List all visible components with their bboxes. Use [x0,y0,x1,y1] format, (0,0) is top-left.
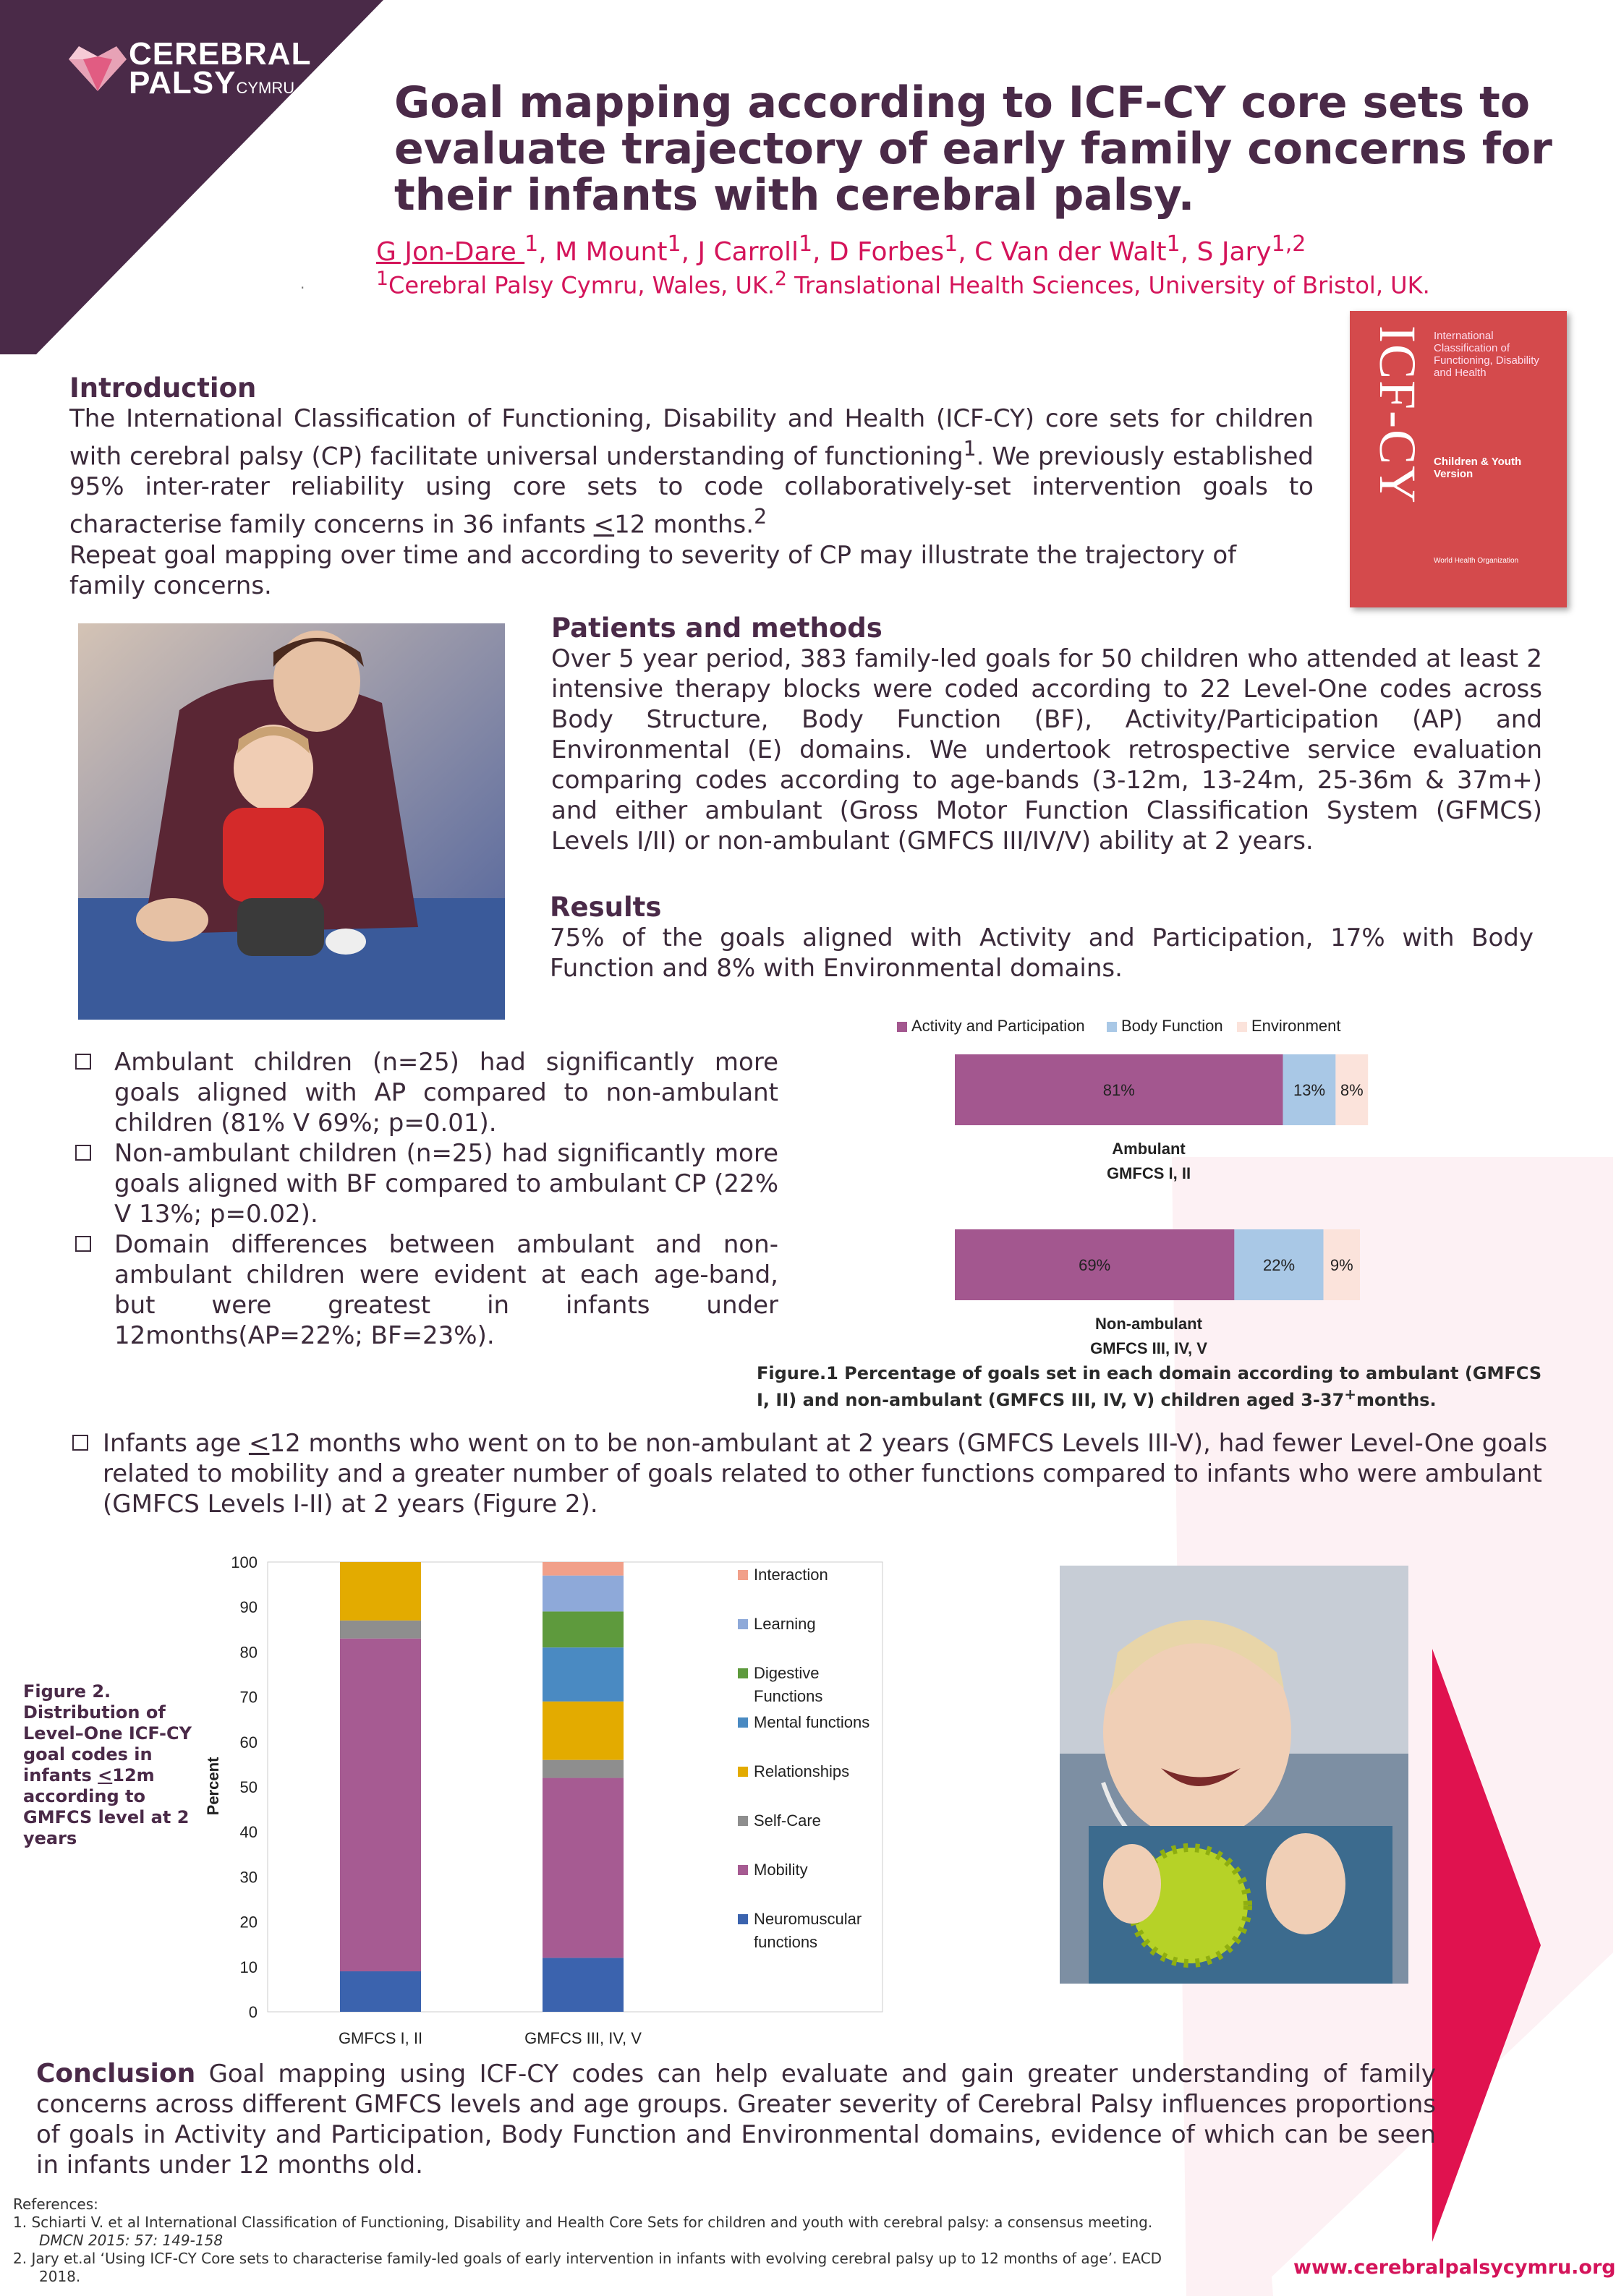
bar-segment [543,1611,624,1647]
legend-swatch [738,1914,748,1924]
y-tick-label: 20 [239,1913,258,1932]
category-label: Non-ambulant [1095,1315,1202,1333]
y-tick-label: 0 [248,2003,258,2021]
result-bullet-1 [69,1047,778,1138]
author-2: , M Mount [538,237,668,267]
figure2-chart [188,1548,911,2047]
affil-sup-1: 1 [376,268,388,290]
y-tick-label: 40 [239,1823,258,1842]
affil-1: Cerebral Palsy Cymru, Wales, UK. [388,271,775,299]
legend-swatch [1237,1022,1247,1032]
fig2-cap-b: 12m according to GMFCS level at 2 years [23,1765,190,1848]
methods-section [551,613,1542,856]
affiliations [376,268,1591,299]
website-link[interactable]: www.cerebralpalsycymru.org [1293,2256,1616,2279]
conclusion-body: Goal mapping using ICF-CY codes can help evaluate and gain greater understanding of family concerns across different GMFCS levels and age groups. Greater severity of Cerebral Palsy influences proportions of goals in Activity and Participation, Body Function and Environmental domains, evidence of which can be seen in infants under 12 months old. [36,2060,1436,2180]
poster-title: Goal mapping according to ICF-CY core sets to evaluate trajectory of early family concerns for their infants with cerebral palsy. [394,77,1552,221]
result-bullet-3 [69,1229,778,1351]
legend-label: Neuromuscular [754,1910,862,1928]
checkbox-icon [75,1054,91,1070]
bar-segment [543,1702,624,1760]
bullet-1-text: Ambulant children (n=25) had significantly more goals aligned with AP compared to non-ambulant children (81% V 69%; p=0.01). [114,1048,778,1138]
book-publisher: World Health Organization [1434,557,1519,565]
author-6: , S Jary [1180,237,1272,267]
fig2-cap-a: Figure 2. Distribution of Level–One ICF-CY goal codes in infants [23,1681,192,1785]
legend-swatch [738,1767,748,1777]
figure1-chart [875,1007,1418,1357]
stray-dot: . [300,275,305,292]
y-tick-label: 50 [239,1778,258,1796]
intro-le-sign: < [593,510,615,539]
y-tick-label: 30 [239,1868,258,1887]
methods-body: Over 5 year period, 383 family-led goals for 50 children who attended at least 2 intensive therapy blocks were coded according to 22 Level-One codes across Body Structure, Body Function (BF), Activity/Participation (AP) and Environmental (E) domains. We undertook retrospective service evaluation comparing codes according to age-bands (3-12m, 13-24m, 25-36m & 37m+) and either ambulant (Gross Motor Function Classification System (GFMCS) Levels I/II) or non-ambulant (GMFCS III/IV/V) ability at 2 years. [551,644,1542,855]
y-tick-label: 60 [239,1733,258,1751]
fig1-cap-sup: + [1344,1386,1357,1403]
references [13,2195,1243,2286]
bar-segment [543,1576,624,1612]
y-tick-label: 90 [239,1598,258,1617]
reference-1: 1. Schiarti V. et al International Classification of Functioning, Disability and Health Core Sets for children and youth with cerebral palsy: a consensus meeting. [13,2214,1153,2231]
data-label: 8% [1340,1081,1364,1099]
author-6-sup: 1,2 [1271,231,1306,257]
bar-segment [340,1971,421,2012]
bar-segment [543,1562,624,1576]
author-3: , J Carroll [681,237,799,267]
intro-sup-2: 2 [754,505,767,529]
author-2-sup: 1 [667,231,681,257]
references-heading: References: [13,2195,98,2213]
legend-label: Mental functions [754,1713,870,1731]
author-5: , C Van der Walt [958,237,1167,267]
intro-text-b: . We previously established 95% inter-rater reliability using core sets to code collaboratively-set intervention goals to characterise family concerns in 36 infants [69,442,1314,539]
legend-label: Body Function [1121,1017,1223,1035]
y-tick-label: 70 [239,1688,258,1707]
legend-label: Functions [754,1687,823,1705]
legend-swatch [738,1570,748,1580]
data-label: 9% [1330,1256,1353,1274]
legend-swatch [738,1816,748,1826]
introduction-p2: Repeat goal mapping over time and according to severity of CP may illustrate the trajectory of family concerns. [69,540,1237,600]
bar-segment [340,1621,421,1639]
y-tick-label: 10 [239,1958,258,1976]
legend-swatch [738,1668,748,1678]
author-5-sup: 1 [1166,231,1181,257]
results-section [550,892,1534,983]
legend-label: functions [754,1933,818,1951]
result-bullet-2 [69,1138,778,1229]
x-category-label: GMFCS I, II [338,2029,423,2047]
author-4: , D Forbes [812,237,945,267]
y-tick-label: 100 [231,1553,258,1571]
bar-segment [543,1958,624,2012]
introduction-section [69,372,1314,601]
bar-segment [543,1760,624,1778]
affil-sup-2: 2 [775,268,787,290]
legend-label: Activity and Participation [911,1017,1085,1035]
legend-label: Learning [754,1615,816,1633]
legend-swatch [1107,1022,1117,1032]
y-tick-label: 80 [239,1643,258,1662]
logo-heart-icon [69,42,127,93]
author-1: G Jon-Dare [376,237,525,267]
conclusion-section [36,2059,1436,2180]
data-label: 13% [1293,1081,1326,1099]
introduction-p1 [69,404,1314,540]
book-title: ICF-CY [1369,325,1426,505]
checkbox-icon [75,1236,91,1252]
logo-line2: PALSY [129,65,237,101]
intro-text-a: The International Classification of Functioning, Disability and Health (ICF-CY) core sets for children with cerebral palsy (CP) facilitate universal understanding of functioning [69,404,1314,471]
smiling-infant-photo [1060,1566,1408,1984]
legend-swatch [738,1619,748,1629]
result-bullet-4 [69,1428,1552,1519]
icf-cy-book-cover [1350,311,1567,607]
data-label: 69% [1079,1256,1111,1274]
figure2-caption [23,1681,204,1849]
legend-label: Relationships [754,1762,850,1780]
bar-segment [340,1562,421,1621]
reference-1-source: DMCN 2015: 57: 149-158 [39,2232,224,2249]
intro-sup-1: 1 [963,437,977,461]
legend-swatch [738,1865,748,1875]
fig2-cap-le: < [98,1765,113,1785]
results-body: 75% of the goals aligned with Activity and Participation, 17% with Body Function and 8% with Environmental domains. [550,923,1534,983]
y-axis-label: Percent [204,1757,222,1816]
category-label: GMFCS III, IV, V [1090,1339,1207,1357]
reference-2: 2. Jary et.al ‘Using ICF-CY Core sets to characterise family-led goals of early intervention in infants with evolving cerebral palsy up to 12 months of age’. EACD [13,2250,1162,2267]
logo-line3: CYMRU [236,79,295,97]
fig1-cap-b: months. [1356,1390,1437,1410]
logo-line1: CEREBRAL [129,36,312,72]
results-heading: Results [550,892,662,923]
data-label: 22% [1262,1256,1296,1274]
book-version: Children & Youth Version [1434,456,1522,480]
legend-label: Mobility [754,1861,808,1879]
legend-label: Digestive [754,1664,820,1682]
bullet-4-text-b: 12 months who went on to be non-ambulant at 2 years (GMFCS Levels III-V), had fewer Level-One goals related to mobility and a greater number of goals related to other functions compared to infants who were ambulant (GMFCS Levels I-II) at 2 years (Figure 2). [103,1429,1548,1519]
bullet-3-text: Domain differences between ambulant and non-ambulant children were evident at each age-band, but were greatest in infants under 12months(AP=22%; BF=23%). [114,1230,778,1350]
figure1-caption [757,1363,1552,1411]
methods-heading: Patients and methods [551,613,883,644]
conclusion-heading: Conclusion [36,2059,196,2088]
category-label: GMFCS I, II [1106,1164,1191,1182]
introduction-heading: Introduction [69,372,257,404]
checkbox-icon [72,1435,88,1451]
bar-segment [340,1639,421,1971]
author-4-sup: 1 [944,231,958,257]
bar-segment [543,1778,624,1958]
checkbox-icon [75,1145,91,1161]
legend-swatch [738,1717,748,1728]
fig1-cap-a: Figure.1 Percentage of goals set in each domain according to ambulant (GMFCS I, II) and non-ambulant (GMFCS III, IV, V) children aged 3-37 [757,1363,1542,1410]
category-label: Ambulant [1112,1140,1186,1158]
data-label: 81% [1102,1081,1135,1099]
bullet-4-le-sign: < [248,1429,270,1458]
bar-segment [543,1647,624,1702]
intro-text-c: 12 months. [614,510,754,539]
author-3-sup: 1 [798,231,813,257]
legend-label: Self-Care [754,1811,821,1830]
legend-label: Environment [1251,1017,1341,1035]
bullet-4-text-a: Infants age [103,1429,249,1458]
legend-swatch [897,1022,907,1032]
affil-2: Translational Health Sciences, University of Bristol, UK. [787,271,1430,299]
author-1-sup: 1 [524,231,539,257]
book-subtitle: International Classification of Functioning, Disability and Health [1434,330,1539,379]
father-and-child-photo [78,623,505,1020]
bullet-2-text: Non-ambulant children (n=25) had significantly more goals aligned with BF compared to ambulant CP (22% V 13%; p=0.02). [114,1139,778,1229]
author-list [376,231,1591,267]
legend-label: Interaction [754,1566,828,1584]
results-bullets [69,1047,778,1351]
x-category-label: GMFCS III, IV, V [524,2029,642,2047]
reference-2-year: 2018. [39,2268,81,2285]
logo [129,36,312,103]
